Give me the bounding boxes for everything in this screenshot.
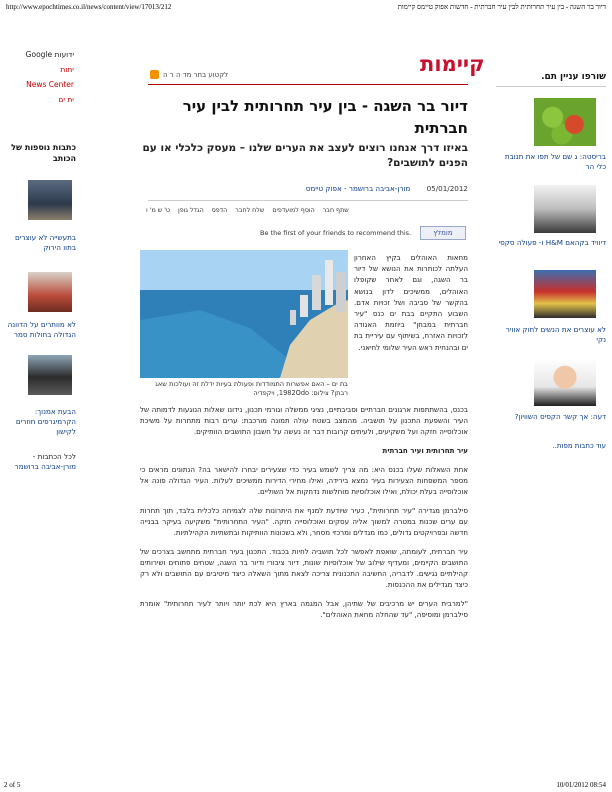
article-paragraph-3: סילברמן מגדירה "עיר תחרותית", כעיר שיודעת למנף את היתרונות שלה לצמיחה כלכלית בלבד, תוך תחרות עם ערים שכנות במטרה למשוך אליה עסקים ואוכלוסייה חזקה. "העיר התחרותית" משקיעה בעיקר בבנייה חדשה ובפרויקטים גדולים, כמו מגדלים ומרכזי מסחר, ולא בשכונות הוותיקות ובתשתיות הקהילתיות. [140, 506, 468, 537]
article-body [140, 404, 468, 628]
site-logo[interactable]: קיימות [420, 52, 485, 76]
beach-city-illustration [140, 250, 348, 378]
more-article-3-image[interactable] [28, 355, 72, 395]
more-articles [4, 142, 76, 164]
print-header-url: http://www.epochtimes.co.il/news/content/view/17013/212 [6, 3, 172, 11]
rss-label[interactable]: לקטוע בחר מד ה ר ה [163, 70, 229, 79]
print-header-title: דיור בר השגה - בין עיר תחרותית לבין עיר חברתית - חדשות אפוק טיימס קיימות [397, 3, 606, 11]
sidebar-title: שורפו עניין תם. [541, 72, 606, 82]
article-paragraph-2: אחת השאלות שעלו בכנס היא: מה צריך לשמש בעיר כדי שצעירים יבחרו להישאר בה? הנתונים מראים כי מספר המשפחות הצעירות בעיר נמצא בירידה, ואילו מחירי הדירות ממשיכים לעלות. העיר הגדולה פונה אל אוכלוסייה בעלת יכולת, ואילו אוכלוסיות מוחלשות נדחקות אל השוליים. [140, 465, 468, 496]
rss-area[interactable] [150, 70, 228, 79]
article-date: 05/01/2012 [426, 184, 468, 193]
share-link-1[interactable]: ט' ש מ' ו [146, 207, 171, 214]
sidebar-more-link[interactable]: עוד כתבות מפות.. [552, 442, 606, 450]
more-article-1-image[interactable] [28, 180, 72, 220]
share-link-5[interactable]: הוסף למועדפים [272, 207, 315, 214]
sidebar-divider [496, 86, 606, 87]
article-photo [140, 250, 348, 378]
article-paragraph-4: עיר חברתית, לעומתה, שואפת לאפשר לכל תושביה לחיות בכבוד. התכנון בעיר חברתית מתחשב בצרכים של התושבים הקיימים, ומעדיף שילוב של אוכלוסיות שונות, דיור ציבורי ודיור בר השגה, שטחים פתוחים ושירותים קהילתיים נגישים. לדבריה, החשיבה התכנונית צריכה לצאת מתוך השאלה כיצד מיטיבים עם התושבים ולא רק כיצד מגדילים את ההכנסות. [140, 547, 468, 589]
fb-text: Be the first of your friends to recommend this. [260, 229, 412, 237]
sidebar-item-1-image[interactable] [534, 98, 596, 146]
article-title: דיור בר השגה - בין עיר תחרותית לבין עיר חברתית [182, 97, 468, 137]
left-nav [4, 50, 74, 104]
share-link-4[interactable]: שלח לחבר [235, 207, 265, 214]
more-article-2-image[interactable] [28, 272, 72, 312]
all-articles-label: לכל הכתבות - [32, 452, 76, 461]
more-articles-title: כתבות נוספות של הכותב [11, 143, 76, 163]
byline [150, 184, 468, 193]
sidebar-item-3-link[interactable]: לא עוצרים את הנשים לחוק אוויר נקי [505, 325, 606, 344]
left-nav-item-1[interactable]: יתות [60, 65, 74, 74]
sidebar-item-2-image[interactable] [534, 185, 596, 233]
sidebar-item-4-link[interactable]: דעה: אך קשר הקסיס השוויון? [514, 412, 606, 421]
left-nav-item-2[interactable]: News Center [26, 80, 74, 89]
author-link[interactable]: מורן-אביבה ברושמר [14, 462, 76, 471]
article-author[interactable]: מורן-אביבה ברושמר - אפוק טיימס [305, 184, 411, 193]
article-subtitle: באיזו דרך אנחנו רוצים לעצב את הערים שלנו – מעסק כלכלי או עם הפנים לתושבים? [142, 142, 468, 169]
sidebar-item-1-link[interactable]: בריסטה: ג שם של תפו את תנובת כלי הר [504, 152, 606, 171]
more-article-2-link[interactable]: לא מוותרים על הדוונה הגדולה בחולות סמר [7, 320, 76, 339]
byline-divider [148, 200, 468, 201]
rss-icon[interactable] [150, 70, 159, 79]
header-divider [148, 84, 468, 85]
article-subheading: עיר תחרותית ועיר חברתית [382, 446, 468, 455]
share-link-3[interactable]: הדפס [211, 207, 228, 214]
more-articles-footer [4, 452, 76, 472]
sidebar-item-2-link[interactable]: דיוויד בקהאם H&M ו- פעולה סקסי [498, 238, 606, 247]
fb-like-button[interactable]: מומלץ [420, 226, 466, 240]
photo-caption: בת ים – האם אפשרות התמודדות ופעולת בעיות ידלת זה ועולכות שאג רבתן? צילום: 1982Odo, ויקפדיה [155, 380, 348, 397]
article-paragraph-1: בכנס, בהשתתפות ארגונים חברתיים וסביבתיים, נציגי ממשלה וגורמי תכנון, נידונו שאלות הנוגעות לדמותה של העיר והשפעת התכנון על תושביה. מהמצב בשטח עולה תמונה מורכבת: ערים רבות מתחרות על משיכת אוכלוסייה חזקה ועל משקיעים, ולעיתים קרובות דבר זה נעשה על חשבון התושבים הוותיקים. [140, 405, 468, 436]
left-nav-label: ידועות Google [25, 50, 74, 59]
more-article-3-link[interactable]: הבעת אמנוך: הקרמיגרפים חוזרים לקישון [15, 407, 76, 436]
print-date: 10/01/2012 08:54 [556, 781, 606, 789]
more-article-1-link[interactable]: בתעשייה לא עוצרים בתוו הירוק [15, 233, 76, 252]
sidebar-item-4-image[interactable] [534, 358, 596, 406]
share-link-6[interactable]: שתף חבר [322, 207, 349, 214]
article-paragraph-5: "למרבית הערים יש מרכיבים של שתיהן, אבל המגמה בארץ היא לכת יותר ויותר לעיר תחרותית" אומרת סילברמן ומוסיפה, "עד שהחלה מחאת האוהלים". [140, 599, 468, 619]
print-page-number: 2 of 5 [4, 781, 21, 789]
share-toolbar [146, 207, 468, 214]
sidebar-item-3-image[interactable] [534, 270, 596, 318]
left-nav-item-3[interactable]: ית ים [58, 95, 74, 104]
share-link-2[interactable]: הגדל גופן [178, 207, 204, 214]
article-intro: מחאות האוהלים בקיץ האחרון העלתה לכותרות את הנושא של דיור בר השגה, וגם לאחר שקופלו האוהלים, ממשיכים לדון בנושא בהקשר של סביבה ושל זכויות אדם. השבוע התקיים בבת ים כנס "עיר חברתית במבחן" ביוזמת האגודה לזכויות האזרח, בשיתוף עם עיריית בת ים ובהנחית ראש העיר שלומי לחיאני. [354, 253, 468, 352]
